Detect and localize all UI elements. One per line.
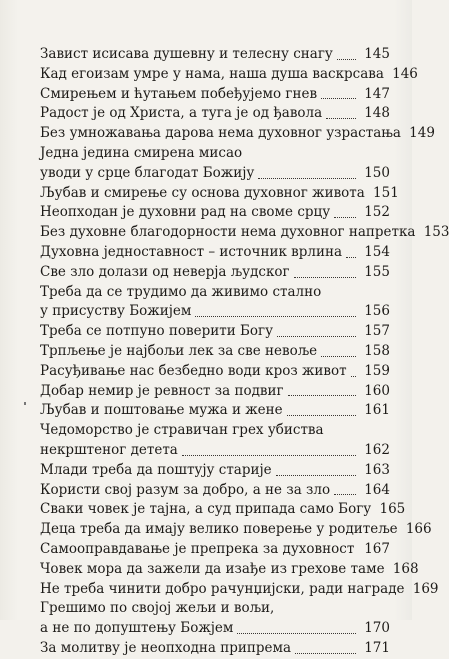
toc-entry-title: Добар немир је ревност за подвиг <box>40 382 284 399</box>
toc-entry-title: Радост је од Христа, а туга је од ђавола <box>40 105 323 122</box>
dot-leader <box>351 362 360 382</box>
toc-entry-line <box>40 500 406 520</box>
toc-entry <box>40 124 435 144</box>
toc-entry <box>40 599 390 639</box>
toc-entry-title: За молитву је неопходна припрема <box>40 639 292 656</box>
dot-leader <box>258 164 360 184</box>
toc-entry-title: Трпљење је најбољи лек за све невоље <box>40 342 318 359</box>
toc-entry-line <box>40 639 390 659</box>
toc-entry <box>40 223 449 243</box>
toc-page-number: 156 <box>364 303 390 320</box>
dot-leader <box>337 45 360 65</box>
dot-leader <box>295 639 360 659</box>
toc-entry-title: Све зло долази од неверја људског <box>40 263 290 280</box>
toc-entry <box>40 461 390 481</box>
toc-entry-line-first <box>40 421 390 441</box>
toc-entry <box>40 481 390 501</box>
toc-entry-title: Млади треба да поштују старије <box>40 461 272 478</box>
toc-entry-line <box>40 342 390 362</box>
toc-page-number: 165 <box>379 501 406 518</box>
toc-page-number: 157 <box>364 323 390 340</box>
toc-entry <box>40 382 390 402</box>
dot-leader <box>358 540 360 560</box>
toc-entry <box>40 362 390 382</box>
dot-leader <box>334 481 360 501</box>
toc-entry-line <box>40 203 390 223</box>
toc-page-number: 152 <box>364 204 390 221</box>
toc-entry-title: Завист исисава душевну и телесну снагу <box>40 46 333 62</box>
toc-entry-line <box>40 560 419 580</box>
toc-entry-title: Деца треба да имају велико поверење у родитеље <box>40 521 398 538</box>
toc-entry <box>40 65 418 85</box>
dot-leader <box>277 322 360 342</box>
dot-leader <box>195 302 360 322</box>
toc-entry-title: Расуђивање нас безбедно води кроз живот <box>40 362 347 379</box>
toc-entry <box>40 243 390 263</box>
toc-page-number: 164 <box>364 481 390 498</box>
toc-page-number: 160 <box>364 382 390 399</box>
toc-entry-title: Једна једина смирена мисао <box>40 144 243 161</box>
dot-leader <box>182 441 360 461</box>
toc-entry-line <box>40 540 390 560</box>
dot-leader <box>326 104 360 124</box>
toc-entry-line <box>40 382 390 402</box>
toc-entry-line <box>40 461 390 481</box>
dot-leader <box>334 203 360 223</box>
toc-entry-line <box>40 124 435 144</box>
toc-entry-title: Самооправдавање је препрека за духовност <box>40 540 355 557</box>
toc-entry <box>40 639 390 659</box>
toc-entry <box>40 283 390 323</box>
toc-entry-title: Чедоморство је стравичан грех убиства <box>40 422 324 439</box>
toc-entry-line <box>40 243 390 263</box>
toc-entry-line <box>40 85 390 105</box>
toc-entry-line <box>40 263 390 283</box>
toc-entry <box>40 184 399 204</box>
toc-page-number: 148 <box>364 105 390 122</box>
toc-entry-title: Без духовне благодорности нема духовног напретка <box>40 224 416 241</box>
toc-entry <box>40 540 390 560</box>
dot-leader <box>288 382 360 402</box>
toc-entry-line-first <box>40 144 390 164</box>
toc-entry-line-first <box>40 599 390 619</box>
toc-page-number: 150 <box>364 164 390 181</box>
toc-page-number: 149 <box>409 125 435 142</box>
toc-entry-title: Не треба чинити добро рачунџијски, ради награде <box>40 580 405 597</box>
toc-page-number: 155 <box>364 263 390 280</box>
toc-entry-title: Неопходан је духовни рад на своме срцу <box>40 204 331 221</box>
toc-entry-line <box>40 619 390 639</box>
toc-entry-line <box>40 322 390 342</box>
toc-entry-line <box>40 362 390 382</box>
toc-entry-line <box>40 441 390 461</box>
toc-entry-line-first <box>40 283 390 303</box>
dot-leader <box>346 243 360 263</box>
toc-entry-line <box>40 302 390 322</box>
toc-page-number: 162 <box>364 441 390 458</box>
toc-entry-title: Љубав и смирење су основа духовног живота <box>40 184 365 201</box>
toc-page-number: 158 <box>364 342 390 359</box>
dot-leader <box>294 263 360 283</box>
toc-entry <box>40 500 406 520</box>
toc-entry <box>40 85 390 105</box>
toc-entry <box>40 263 390 283</box>
dot-leader <box>287 401 360 421</box>
toc-page-number: 169 <box>412 580 439 597</box>
toc-entry-line <box>40 580 439 600</box>
toc-entry-title: Треба се потпуно поверити Богу <box>40 323 274 340</box>
toc-entry-title: Грешимо по својој жељи и вољи, <box>40 600 275 617</box>
toc-entry-title: Кад егоизам умре у нама, наша душа васкрсава <box>40 65 384 82</box>
toc-entry-line <box>40 184 399 204</box>
toc-entry-title: Духовна једноставност – источник врлина <box>40 243 343 260</box>
toc-page-number: 146 <box>392 65 418 82</box>
dot-leader <box>321 342 360 362</box>
toc-entry <box>40 421 390 461</box>
toc-entry-title: Без умножавања дарова нема духовног узрастања <box>40 125 401 142</box>
toc-page-number: 145 <box>364 46 390 62</box>
toc-entry-title: некрштеног детета <box>40 441 178 458</box>
toc-entry-title: Љубав и поштовање мужа и жене <box>40 402 283 419</box>
toc-entry <box>40 580 439 600</box>
toc-entry <box>40 144 390 184</box>
dot-leader <box>237 619 360 639</box>
toc-entry-line <box>40 45 390 65</box>
toc-page-number: 167 <box>364 540 390 557</box>
toc-entry-line <box>40 401 390 421</box>
toc-page-number: 170 <box>364 620 390 637</box>
toc-entry <box>40 401 390 421</box>
toc-entry-line <box>40 164 390 184</box>
table-of-contents <box>40 45 449 659</box>
toc-entry <box>40 322 390 342</box>
toc-page-number: 161 <box>364 402 390 419</box>
toc-entry-line <box>40 481 390 501</box>
toc-page-number: 166 <box>405 521 432 538</box>
dot-leader <box>321 85 360 105</box>
toc-entry-line <box>40 520 432 540</box>
toc-entry <box>40 520 432 540</box>
toc-entry <box>40 203 390 223</box>
toc-entry-title: Смирењем и ћутањем побеђујемо гнев <box>40 85 318 102</box>
toc-page-number: 154 <box>364 243 390 260</box>
toc-page-number: 151 <box>373 184 399 201</box>
toc-page-number: 171 <box>364 639 390 656</box>
dot-leader <box>276 461 360 481</box>
toc-page-number: 168 <box>392 560 419 577</box>
toc-page-number: 153 <box>423 224 449 241</box>
toc-entry-line <box>40 65 418 85</box>
toc-entry-title: а не по допуштењу Божјем <box>40 620 234 637</box>
toc-page-number: 163 <box>364 461 390 478</box>
toc-entry <box>40 560 419 580</box>
toc-entry-title: уводи у срце благодат Божију <box>40 164 255 181</box>
toc-entry-title: Користи свој разум за добро, а не за зло <box>40 481 331 498</box>
toc-entry-title: Треба да се трудимо да живимо стално <box>40 283 322 300</box>
page-mark <box>24 402 26 405</box>
toc-entry <box>40 104 390 124</box>
toc-entry-line <box>40 223 449 243</box>
toc-page-number: 159 <box>364 362 390 379</box>
toc-entry-title: Човек мора да зажели да изађе из грехове таме <box>40 560 385 577</box>
toc-entry-title: у присуству Божијем <box>40 303 192 320</box>
toc-entry <box>40 342 390 362</box>
toc-entry-line <box>40 104 390 124</box>
toc-entry-title: Сваки човек је тајна, а суд припада само Богу <box>40 501 372 518</box>
toc-entry <box>40 45 390 65</box>
toc-page-number: 147 <box>364 85 390 102</box>
